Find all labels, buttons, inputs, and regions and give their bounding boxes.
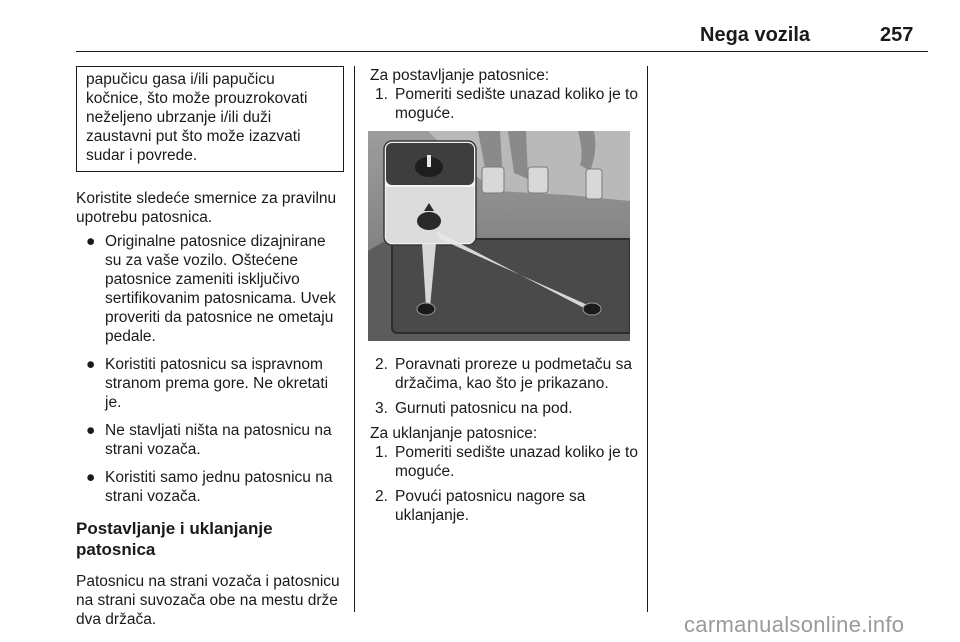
list-item (76, 421, 344, 459)
install-steps-list (370, 85, 638, 123)
warning-box (76, 66, 344, 172)
left-column (76, 66, 344, 629)
step-number: 3. (375, 400, 388, 417)
list-item-text: Koristiti samo jednu patosnicu na strani vozača. (105, 469, 333, 505)
right-column (370, 66, 638, 531)
step-text: Pomeriti sedište unazad koliko je to moguće. (395, 86, 638, 122)
mat-retainer-icon (417, 303, 435, 315)
list-item (370, 85, 638, 123)
accelerator-pedal-shape (586, 169, 602, 199)
step-number: 2. (375, 488, 388, 505)
watermark: carmanualsonline.info (684, 612, 905, 637)
bullet-icon: ● (86, 422, 96, 439)
remove-steps-list (370, 443, 638, 525)
warning-text: papučicu gasa i/ili papučicu kočnice, što može prouzrokovati neželjeno ubrzanje i/ili duži zaustavni put što može izazvati sudar i povrede. (86, 71, 308, 164)
list-item-text: Originalne patosnice dizajnirane su za vaše vozilo. Oštećene patosnice zameniti isključivo sertifikovanim patosnicama. Uvek proveriti da patosnice ne ometaju pedale. (105, 233, 336, 345)
header-title: Nega vozila (700, 24, 811, 46)
floor-mat-illustration-svg (368, 131, 630, 341)
list-item (370, 399, 638, 418)
guideline-list (76, 232, 344, 506)
step-text: Pomeriti sedište unazad koliko je to moguće. (395, 444, 638, 480)
column-divider-right (647, 66, 648, 612)
intro-paragraph: Koristite sledeće smernice za pravilnu upotrebu patosnica. (76, 190, 337, 226)
list-item-text: Ne stavljati ništa na patosnicu na strani vozača. (105, 422, 332, 458)
step-number: 2. (375, 356, 388, 373)
mat-retainer-icon (583, 303, 601, 315)
list-item (370, 355, 638, 393)
list-item (76, 232, 344, 346)
page-number: 257 (880, 24, 914, 46)
retainer-clip-icon (417, 212, 441, 230)
section-heading: Postavljanje i uklanjanje patosnica (76, 519, 273, 559)
step-number: 1. (375, 444, 388, 461)
list-item (76, 468, 344, 506)
list-item (370, 443, 638, 481)
bullet-icon: ● (86, 356, 96, 373)
header-rule (76, 51, 928, 52)
bullet-icon: ● (86, 233, 96, 250)
step-text: Povući patosnicu nagore sa uklanjanje. (395, 488, 586, 524)
clutch-pedal-shape (528, 167, 548, 193)
step-text: Gurnuti patosnicu na pod. (395, 400, 573, 417)
remove-heading: Za uklanjanje patosnice: (370, 425, 538, 442)
column-divider-left (354, 66, 355, 612)
bullet-icon: ● (86, 469, 96, 486)
step-number: 1. (375, 86, 388, 103)
brake-pedal-shape (482, 167, 504, 193)
list-item-text: Koristiti patosnicu sa ispravnom stranom prema gore. Ne okretati je. (105, 356, 329, 411)
list-item (76, 355, 344, 412)
list-item (370, 487, 638, 525)
floor-mat-illustration (368, 131, 630, 341)
section-paragraph: Patosnicu na strani vozača i patosnicu na strani suvozača obe na mestu drže dva držača. (76, 573, 340, 628)
install-heading: Za postavljanje patosnice: (370, 67, 550, 84)
step-text: Poravnati proreze u podmetaču sa držačima, kao što je prikazano. (395, 356, 632, 392)
install-steps-list-continued (370, 355, 638, 418)
